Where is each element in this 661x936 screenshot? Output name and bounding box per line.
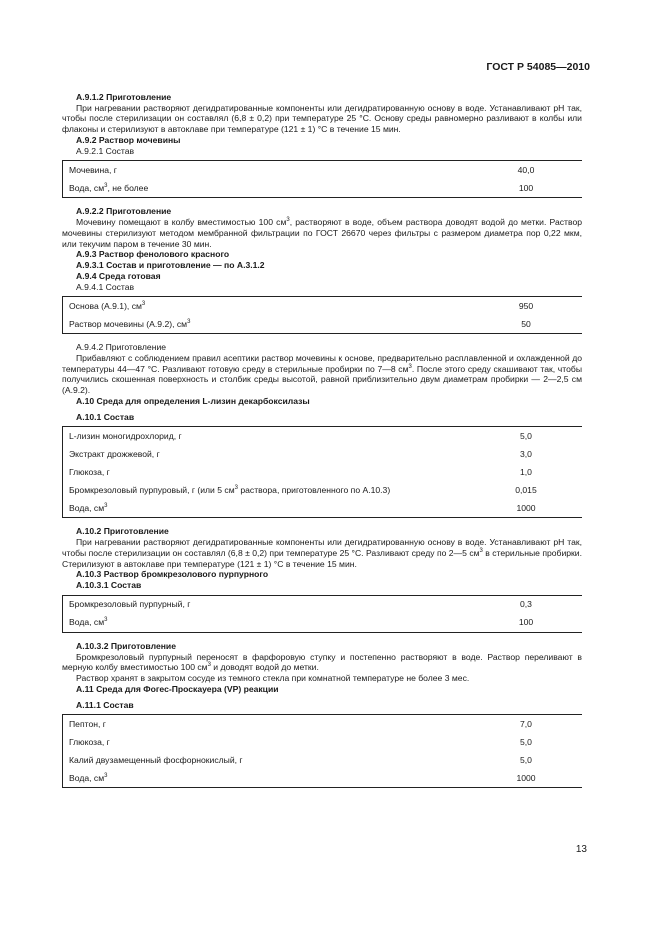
table-row <box>63 445 583 463</box>
ingredient-amount: 5,0 <box>520 754 532 765</box>
table-row <box>63 733 583 751</box>
page-content <box>62 92 582 796</box>
section-heading-a912: А.9.1.2 Приготовление <box>76 92 172 102</box>
subsection-a942: А.9.4.2 Приготовление <box>76 342 167 353</box>
ingredient-name: Основа (А.9.1), $см^3$ <box>63 297 471 316</box>
paragraph-a1032-storage: Раствор хранят в закрытом сосуде из темного стекла при комнатной температуре не более 3 мес. <box>76 673 470 684</box>
section-heading-a111: А.11.1 Состав <box>76 699 134 710</box>
table-row <box>63 769 583 788</box>
paragraph-a912: При нагревании растворяют дегидратированные компоненты или дегидратированную основу в воде. Устанавливают pH так, чтобы после стерилизации он составлял (6,8 ± 0,2) при температуре 25 °С. Основу среды равномерно разливают в колбы или флаконы и стерилизуют в автоклаве при температуре (121 ± 1) °С в течение 15 мин. <box>62 102 582 135</box>
subsection-a941: А.9.4.1 Состав <box>76 281 135 292</box>
ingredient-amount: 950 <box>470 297 582 316</box>
ingredient-amount: 1,0 <box>520 467 532 478</box>
page-number: 13 <box>575 844 587 855</box>
ingredient-name: Глюкоза, г <box>63 463 471 481</box>
ingredient-name: Бромкрезоловый пурпурный, г <box>63 595 471 614</box>
section-heading-a92: А.9.2 Раствор мочевины <box>76 134 181 145</box>
paragraph-a102: При нагревании растворяют дегидратированные компоненты или дегидратированную основу в воде. Устанавливают pH так, чтобы после стерилизации он составлял (6,8 ± 0,2) при температуре 25 °С. Разливают среду по 2—5 $см^3$ в стерильные пробирки. Стерилизуют в автоклаве при температуре (121 ± 1) °С в течение 15 мин. <box>62 537 582 569</box>
ingredient-amount: 3,0 <box>520 449 532 460</box>
section-heading-a103: А.10.3 Раствор бромкрезолового пурпурного <box>76 569 269 580</box>
section-heading-a102: А.10.2 Приготовление <box>76 526 169 537</box>
table-row <box>63 463 583 481</box>
section-heading-a11: А.11 Среда для Фогес-Проскауера (VP) реакции <box>76 683 279 694</box>
ingredient-name: Мочевина, г <box>63 161 471 180</box>
ingredient-name: Вода, $см^3$, не более <box>63 179 471 198</box>
composition-table-a921 <box>62 160 582 198</box>
ingredient-name: Раствор мочевины (А.9.2), $см^3$ <box>63 315 471 334</box>
table-row <box>63 751 583 769</box>
ingredient-amount: 40,0 <box>470 161 582 180</box>
ingredient-name: Калий двузамещенный фосфорнокислый, г <box>63 751 471 769</box>
section-heading-a1031: А.10.3.1 Состав <box>76 580 142 591</box>
ingredient-name: Экстракт дрожжевой, г <box>63 445 471 463</box>
ingredient-amount: 0,015 <box>515 485 537 496</box>
ingredient-amount: 1000 <box>470 499 582 518</box>
ingredient-amount: 100 <box>470 179 582 198</box>
table-row <box>63 715 583 734</box>
ingredient-name: Вода, $см^3$ <box>63 769 471 788</box>
subsection-a921: А.9.2.1 Состав <box>76 145 135 156</box>
section-heading-a922: А.9.2.2 Приготовление <box>76 206 172 217</box>
section-heading-a93: А.9.3 Раствор фенолового красного <box>76 249 230 260</box>
ingredient-name: Пептон, г <box>63 715 471 734</box>
table-row <box>63 499 583 518</box>
table-row <box>63 161 583 180</box>
ingredient-name: Вода, $см^3$ <box>63 499 471 518</box>
table-row <box>63 315 583 334</box>
table-row <box>63 427 583 446</box>
ingredient-amount: 7,0 <box>470 715 582 734</box>
section-heading-a101: А.10.1 Состав <box>76 411 135 422</box>
paragraph-a1032: Бромкрезоловый пурпурный переносят в фарфоровую ступку и постепенно растворяют в воде. Раствор переливают в мерную колбу вместимостью 100 $см^3$ и доводят водой до метки. <box>62 651 582 673</box>
table-row <box>63 297 583 316</box>
ingredient-amount: 1000 <box>470 769 582 788</box>
document-code: ГОСТ Р 54085—2010 <box>486 61 590 73</box>
ingredient-amount: 100 <box>470 614 582 633</box>
table-row <box>63 481 583 499</box>
composition-table-a101 <box>62 426 582 518</box>
composition-table-a1031 <box>62 595 582 633</box>
composition-table-a941 <box>62 296 582 334</box>
table-row <box>63 179 583 198</box>
section-heading-a1032: А.10.3.2 Приготовление <box>76 640 176 651</box>
ingredient-name: Глюкоза, г <box>63 733 471 751</box>
ingredient-name: L-лизин моногидрохлорид, г <box>63 427 471 446</box>
table-row <box>63 595 583 614</box>
paragraph-a922: Мочевину помещают в колбу вместимостью 100 $см^3$, растворяют в воде, объем раствора доводят водой до метки. Раствор мочевины стерилизуют методом мембранной фильтрации по ГОСТ 26670 через фильтры с размером диаметра пор 0,22 мкм, или текучим паром в течение 30 мин. <box>62 217 582 249</box>
section-heading-a94: А.9.4 Среда готовая <box>76 270 161 281</box>
ingredient-amount: 5,0 <box>470 427 582 446</box>
ingredient-name: Бромкрезоловый пурпуровый, г (или 5 $см^3$ раствора, приготовленного по А.10.3) <box>63 481 471 499</box>
ingredient-amount: 5,0 <box>520 736 532 747</box>
ingredient-amount: 50 <box>470 315 582 334</box>
table-row <box>63 614 583 633</box>
paragraph-a942: Прибавляют с соблюдением правил асептики раствор мочевины к основе, предварительно расплавленной и охлажденной до температуры 44—47 °С. Разливают готовую среду в стерильные пробирки по 7—8 $см^3$. После этого среду скашивают так, чтобы получились скошенная поверхность и столбик среды высотой, равной приблизительно двум диаметрам пробирки — 2—2,5 см (А.9.2). <box>62 353 582 396</box>
ingredient-name: Вода, $см^3$ <box>63 614 471 633</box>
section-heading-a10: А.10 Среда для определения L-лизин декарбоксилазы <box>76 395 310 406</box>
composition-table-a111 <box>62 714 582 788</box>
section-heading-a931: А.9.3.1 Состав и приготовление — по А.3.1.2 <box>76 260 265 271</box>
ingredient-amount: 0,3 <box>470 595 582 614</box>
